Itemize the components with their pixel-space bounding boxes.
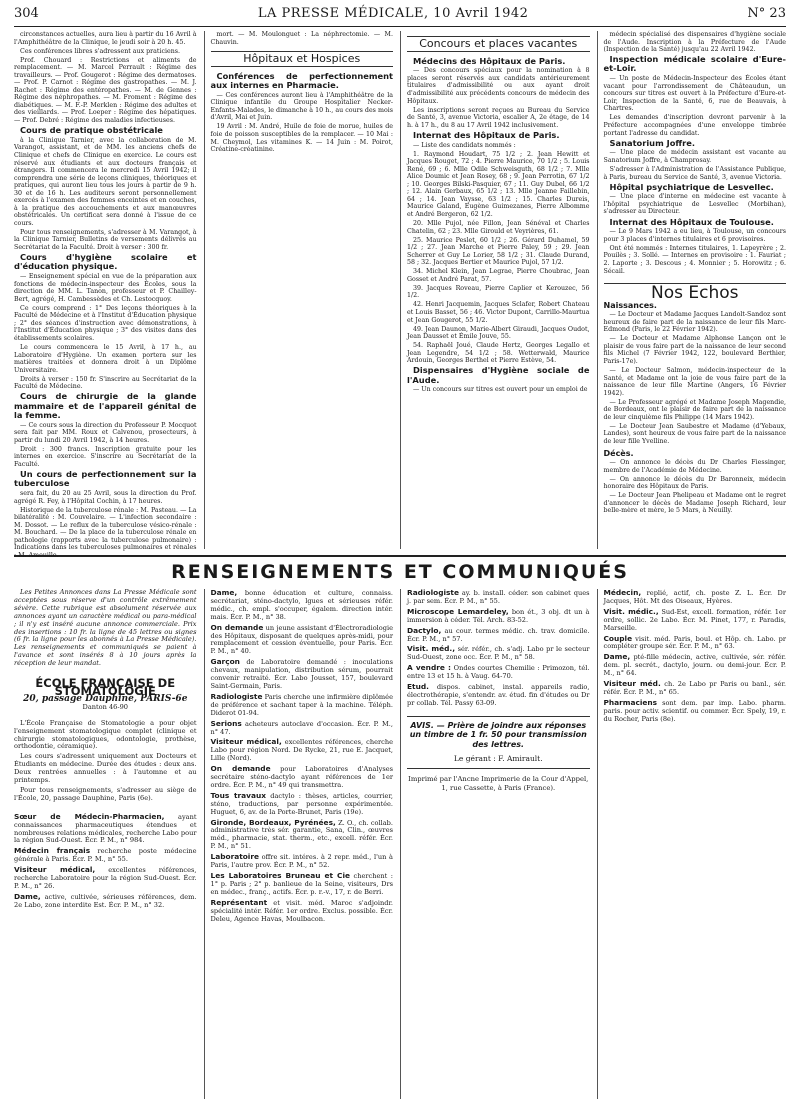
classified-ad-text: de Laboratoire demandé : inoculations chevaux, manipulation, distribution sérum, pourrait convenir retraité. Écr. Labo Jousset, 157, boulevard Saint-Germain, Paris. [210,658,393,690]
classified-ad-lead: Dame, [14,891,41,901]
classified-ad-lead: Visiteur médical, [14,865,96,875]
article-text: Ces conférences libres s'adressent aux praticiens. [20,47,181,55]
section-heading-nos-echos: Nos Echos [604,283,787,298]
article-text: 54. Raphaël Joué, Claude Hertz, Georges Legallo et Jean Legendre, 54 1/2 ; 58. Wetterwald, Maurice Ardouin, Georges Berthel et Pierre Estève, 54. [407,342,590,365]
classified-ad-lead: Médecin français [14,846,91,856]
classified-ad-text: excellentes références, recherche Laboratoire pour la région Sud-Ouest. Écr. P. M., n° 26. [14,866,197,890]
article-text: — Le Docteur Jean Phelipeau et Madame ont le regret d'annoncer le décès de Madame Joseph Richard, leur belle-mère et mère, le 5 Mars, à Neuilly. [603,492,786,515]
article-text: — Enseignement spécial en vue de la préparation aux fonctions de médecin-inspecteur des Écoles, sous la direction de MM. L. Tanon, professeur et P. Chailley-Bert, agrégé, H. Cambessèdes et Ch. Lestocquoy. [14,273,197,303]
classified-ad-lead: Tous travaux [210,790,266,800]
article-text: — Le Docteur Salmon, médecin-inspecteur de la Santé, et Madame ont la joie de vous faire part de la naissance de leur fille Martine (Angers, 16 Février 1942). [603,367,786,397]
lower-columns [14,589,786,1099]
section-banner-renseignements: RENSEIGNEMENTS ET COMMUNIQUÉS [14,555,786,585]
article-text: — Le Professeur agrégé et Madame Joseph Magendie, de Bordeaux, ont le plaisir de faire part de la naissance de leur cinquième fils Philippe (14 Mars 1942). [603,398,786,421]
ads-intro: Les Petites Annonces dans La Presse Médicale sont acceptées sous réserve d'un contrôle extrêmement sévère. Cette rubrique est absolument réservée aux annonces ayant un caractère médical ou para-médical ; il n'y est inséré aucune annonce commerciale. Prix des insertions : 10 fr. la ligne de 45 lettres ou signes (6 fr. la ligne pour les abonnés à La Presse Médicale). Les renseignements et communiqués se paient à l'avance et sont insérés 8 à 10 jours après la réception de leur mandat. [14,588,197,668]
school-title: ÉCOLE FRANÇAISE DE STOMATOLOGIE [35,676,176,698]
classified-ad-text: offre sit. intéres. à 2 repr. méd., l'un à Paris, l'autre prov. Écr. P. M., n° 52. [210,853,393,870]
ads-list-1 [14,813,197,910]
article-text: médecin spécialisé des dispensaires d'hygiène sociale de l'Aude. Inscription à la Préfecture de l'Aude (Inspection de la Santé) jusqu'au 22 Avril 1942. [603,31,786,54]
classified-ad-lead: Etud. [407,682,429,692]
classified-ad-lead: Dame, [210,588,238,597]
article-title: Médecins des Hôpitaux de Paris. [413,55,566,66]
article-text: 49. Jean Daunon, Marie-Albert Giraudi, Jacques Oudot, Jean Dausset et Émile Jouve, 55. [407,325,590,341]
column-echos [597,31,787,549]
article-title: Cours d'hygiène scolaire et d'éducation physique. [14,252,197,272]
article-text: — Le Docteur et Madame Jacques Landolt-Sandoz sont heureux de faire part de la naissance de leur fils Marc-Edmond (Paris, le 22 Février 1942). [603,311,786,334]
classified-ad [211,624,394,657]
classified-ad-lead: Dactylo, [407,625,442,635]
ads-list-3 [407,589,590,708]
subsection-label: Décès. [603,448,634,458]
classified-ad [211,792,394,817]
classified-ad [407,645,590,662]
classified-ad-text: ay. b. install. céder. son cabinet ques j. par sem. Écr. P. M., n° 55. [407,589,590,605]
classified-ad-lead: Couple [603,633,633,643]
article-text: — Ce cours sous la direction du Professeur P. Mocquot sera fait par MM. Roux et Calvenou, prosecteurs, à partir du lundi 20 Avril 1942, à 14 heures. [14,421,197,444]
classified-ad-lead: Représentant [210,897,268,907]
article-title: Inspection médicale scolaire d'Eure-et-Loir. [603,54,786,74]
school-paragraph: Les cours s'adressent uniquement aux Docteurs et Étudiants en médecine. Durée des études : deux ans. Deux rentrées annuelles : à l'automne et au printemps. [14,752,197,785]
classified-ad [14,893,197,910]
classified-ad-text: pté-fille médecin, active, cultivée, sér. référ. dem. pl. secrét., dactylo, journ. ou demi-jour. Écr. P. M., n° 64. [603,653,786,678]
classified-ad-lead: Radiologiste [407,588,459,597]
classified-ad-text: sér. référ., ch. s'adj. Labo pr le secteur Sud-Ouest, zone occ. Écr. P. M., n° 58. [407,645,590,662]
classified-ad-lead: Gironde, Bordeaux, Pyrénées, [210,817,336,827]
avis-notice: AVIS. — Prière de joindre aux réponses un timbre de 1 fr. 50 pour transmission des lettres. [407,716,590,750]
classified-ad [407,627,590,644]
page-number: 304 [14,6,39,21]
classified-ad-text: sont dem. par imp. Labo. pharm. paris. pour activ. scientif. ou commer. Écr. Spely, 19, r. du Rocher, Paris (8e). [603,698,786,723]
article-text: Ce cours comprend : 1° Des leçons théoriques à la Faculté de Médecine et à l'Institut d'Éducation physique ; 2° des séances d'instruction avec démonstrations, à l'Institut d'Éducation physique ; 3° des visites dans des établissements scolaires. [14,304,197,343]
article-text: 25. Maurice Peslet, 60 1/2 ; 26. Gérard Duhamel, 59 1/2 ; 27. Jean Marche et Pierre Paley, 59 ; 29. Jean Scherrer et Guy Le Lorier, 58 1/2 ; 31. Claude Durand, 58 ; 32. Jacques Bertier et Maurice Pujol, 57 1/2. [407,236,590,267]
classified-ad [211,872,394,897]
classified-ad [211,658,394,691]
classified-ad-text: Paris cherche une infirmière diplômée de préférence et sachant taper à la machine. Téléph. Diderot 01-94. [210,692,393,717]
classified-ad-text: pour Laboratoires d'Analyses secrétaire sténo-dactylo ayant références de 1er ordre. Écr. P. M., n° 49 qui transmettra. [210,765,393,789]
column-ads-3 [400,589,590,1099]
classified-ad-lead: Garçon [210,657,240,667]
article-title: Hôpital psychiatrique de Lesvellec. [609,181,774,192]
classified-ad-text: au cour. termes médic. ch. trav. domicile. Écr. P. M., n° 57. [407,626,590,643]
classified-ad-lead: Laboratoire [210,852,259,862]
classified-ad [211,853,394,870]
classified-ad-text: excellentes références, cherche Labo pour région Nord. De Rycke, 21, rue E. Jacquet, Lille (Nord). [210,738,393,763]
article-text: 20. Mlle Pujol, née Fillon, Jean Sénéval et Charles Chatelin, 62 ; 23. Mlle Girould et Veyrières, 61. [407,219,590,235]
classified-ad [407,664,590,681]
article-text: — Une place de médecin assistant est vacante au Sanatorium Joffre, à Champrosay. [603,149,786,164]
classified-ad-text: visit. méd. Paris, boul. et Hôp. ch. Labo. pr compléter groupe sér. Écr. P. M., n° 63. [603,634,786,651]
article-text: 39. Jacques Roveau, Pierre Caplier et Kerouzec, 56 1/2. [407,284,590,300]
article-text: Les demandes d'inscription devront parvenir à la Préfecture accompagnées d'une enveloppe timbrée portant l'adresse du candidat. [603,114,786,137]
article-text: à la Clinique Tarnier, avec la collaboration de M. Varangot, assistant, et de MM. les anciens chefs de Clinique et chefs de Clinique en exercice. Le cours est réservé aux étudiants et aux docteurs français et étrangers. Il commencera le mercredi 15 Avril 1942; il comprendra une série de leçons cliniques, théoriques et pratiques, qui auront lieu tous les jours à partir de 9 h. 30 et de 16 h. Les auditeurs seront personnellement exercés à l'examen des femmes enceintes et en couches, à la pratique des accouchements et aux manœuvres obstétricales. Un certificat sera donné à l'issue de ce cours. [14,136,197,227]
article-text: 19 Avril : M. André, Huile de foie de morue, huiles de foie de poisson susceptibles de la remplacer. — 10 Mai : M. Cheymol, Les vitamines K. — 14 Juin : M. Poirot, Créatine-créatinine. [210,123,393,154]
classified-ad [211,899,394,924]
classified-ad-text: ayant connaissances pharmaceutiques étendues et nombreuses relations médicales, recherche Labo pour la région Sud-Ouest. Écr. P. M., n° 984. [14,812,197,845]
classified-ad [407,683,590,708]
classified-ad [407,608,590,625]
classified-ad-lead: Radiologiste [210,691,263,701]
article-text: — Liste des candidats nommés : [413,141,516,149]
subsection-label: Naissances. [603,300,657,310]
classified-ad [604,635,787,652]
ads-list-4 [597,589,787,1099]
article-text: Droits à verser : 150 fr. S'inscrire au Secrétariat de la Faculté de Médecine. [14,375,197,391]
classified-ad-lead: Visiteur méd. [603,679,661,689]
article-text: — Ces conférences auront lieu à l'Amphithéâtre de la Clinique infantile du Groupe Hospitalier Necker-Enfants-Malades, le dimanche à 10 h., au cours des mois d'Avril, Mai et Juin. [210,91,393,122]
school-paragraph: Pour tous renseignements, s'adresser au siège de l'École, 20, passage Dauphine, Paris (6e). [14,785,197,802]
section-heading: Concours et places vacantes [407,36,590,52]
article-text: 1. Raymond Houdart, 75 1/2 ; 2. Jean Hewitt et Jacques Rouget, 72 ; 4. Pierre Maurice, 70 1/2 ; 5. Louis René, 69 ; 6. Mlle Odile Schweisguth, 68 1/2 ; 7. Mlle Alice Doumic et Jean Rosey, 68 ; 9. Jean Perrotin, 67 1/2 ; 10. Georges Bilski-Pasquier, 67 ; 11. Guy Dubel, 66 1/2 ; 12. Alain Gerbaux, 65 1/2 ; 13. Mlle Jeanne Faillebin, 64 ; 14. Jean Vaysse, 63 1/2 ; 15. Charles Dureis, Maurice Galand, Eugène Guimezanes, Pierre Albomme et André Bergeron, 62 1/2. [407,150,590,218]
article-text: — On annonce le décès du Dr Charles Fiessinger, membre de l'Académie de Médecine. [603,459,786,474]
article-text: S'adresser à l'Administration de l'Assistance Publique, à Paris, bureau du Service de Santé, 3, avenue Victoria. [603,166,786,181]
upper-columns [14,31,786,559]
imprimeur: Imprimé par l'Ancne Imprimerie de la Cour d'Appel, 1, rue Cassette, à Paris (France). [408,775,589,792]
classified-ad [604,680,787,697]
classified-ad [604,589,787,606]
classified-ad-lead: Pharmaciens [603,697,658,707]
classified-ad-lead: Visit. méd., [407,644,456,654]
classified-ad-text: un jeune assistant d'Électroradiologie des Hôpitaux, disposant de quelques après-midi, pour remplacement et cession éventuelle, pour Paris. Écr. P. M., n° 40. [210,623,393,656]
classified-ad [211,765,394,790]
article-text: — Un poste de Médecin-Inspecteur des Écoles étant vacant pour l'arrondissement de Châteaudun, un concours sur titres est ouvert à la Préfecture d'Eure-et-Loir, Inspection de la Santé, 6, rue de Beauvais, à Chartres. [603,75,786,113]
classified-ad-text: dispos. cabinet, instal. appareils radio, électrothérapie, s'entendr. av. étud. fin d'études ou Dr pr collab. Tél. Passy 63-09. [407,683,590,707]
school-address: 20, passage Dauphine, PARIS-6e [23,693,188,704]
article-title: Cours de pratique obstétricale [20,125,163,136]
classified-ad-lead: On demande [210,764,271,774]
article-title: Internat des Hôpitaux de Toulouse. [609,216,774,227]
classified-ad [604,653,787,678]
article-text: Ont été nommés : Internes titulaires, 1. Lapeyrère ; 2. Pouilès ; 3. Sollé. — Internes en provisoire : 1. Fauriat ; 2. Laporte ; 3. Descous ; 4. Monnier ; 5. Horowitz ; 6. Sécail. [603,244,786,275]
article-title: Dispensaires d'Hygiène sociale de l'Aude. [407,365,590,385]
classified-ad-text: dactylo : thèses, articles, courrier, sténo, traductions, par personne expérimentée. Huguet, 6, av. de la Porte-Brunet, Paris (19e). [210,791,393,816]
classified-ad-text: recherche poste médecine générale à Paris. Écr. P. M., n° 55. [14,847,197,864]
ads-list-2 [204,589,394,1099]
issue-number: N° 23 [747,6,786,21]
column-hopitaux-concours [204,31,394,549]
classified-ad [211,720,394,737]
classified-ad-text: bon ét., 3 obj. dt un à immersion à céder. Tél. Arch. 83-52. [407,607,590,624]
classified-ad [211,693,394,718]
classified-ad [14,847,197,864]
article-title: Sanatorium Joffre. [609,137,696,148]
classified-ad-text: ch. 2e Labo pr Paris ou banl., sér. référ. Écr. P. M., n° 65. [603,680,786,696]
article-text: sera fait, du 20 au 25 Avril, sous la direction du Prof. agrégé R. Fey, à l'Hôpital Cochin, à 17 heures. [14,490,197,505]
school-paragraph: L'École Française de Stomatologie a pour objet l'enseignement stomatologique complet (clinique et chirurgie stomatologiques, odontologie, prothèse, orthodontie, céramique). [14,718,197,751]
classified-ad-lead: Les Laboratoires Bruneau et Cie [210,871,351,880]
classified-ad [604,699,787,724]
classified-ad-lead: Serions [210,718,242,728]
article-text: circonstances actuelles, aura lieu à partir du 16 Avril à l'Amphithéâtre de la Clinique, le jeudi soir à 20 h. 45. [14,31,197,46]
classified-ad-lead: Dame, [603,652,631,662]
classified-ad [407,589,590,606]
article-text: — Un concours sur titres est ouvert pour un emploi de [413,386,588,394]
classified-ad-text: Ondes courtes Chemilie : Primozon, tél. entre 13 et 15 h. à Vaug. 64-70. [407,664,590,681]
classified-ad [211,738,394,763]
classified-ad-text: Z. O., ch. collab. administrative très sér. garantie, Sana, Clin., œuvres méd., pharmacie, stat. therm., etc., excell. référ. Écr. P. M., n° 51. [210,818,393,851]
classified-ad-lead: Médecin, [603,588,642,597]
article-title: Internat des Hôpitaux de Paris. [413,129,560,140]
gerant: Le gérant : F. Amirault. [407,755,590,769]
classified-ad-text: cherchent : 1° p. Paris ; 2° p. banlieue de la Seine, visiteurs, Drs en médec., franç., actifs. Écr. p. r.-v., 17, r. de Berri. [210,872,393,896]
classified-ad-text: bonne éducation et culture, connaiss. secrétariat, sténo-dactylo, lgues et sérieuses référ. médic., ch. empl. s'occuper, égalem. direction intér. mais. Écr. P. M., n° 38. [210,589,393,621]
school-block [14,676,197,712]
column-intro-school [14,589,197,1099]
classified-ad-text: active, cultivée, sérieuses références, dem. 2e Labo, zone interdite Est. Écr. P. M., n° 32. [14,892,197,909]
classified-ad-lead: Sœur de Médecin-Pharmacien, [14,811,165,821]
article-text: — Le 9 Mars 1942 a eu lieu, à Toulouse, un concours pour 3 places d'internes titulaires et 6 provisoires. [603,228,786,243]
classified-ad [14,866,197,891]
school-text [14,720,197,803]
classified-ad [211,589,394,622]
column-inspection-echos [400,31,590,549]
article-title: Cours de chirurgie de la glande mammaire et de l'appareil génital de la femme. [14,391,197,420]
classified-ad-lead: A vendre : [407,663,451,673]
article-text: — Des concours spéciaux pour la nomination à 8 places seront réservés aux candidats antérieurement titulaires d'admissibilité ou aux ayant droit d'admissibilité aux précédents concours de médecin des Hôpitaux. [407,67,590,105]
article-text: 34. Michel Klein, Jean Legrae, Pierre Choubrac, Jean Gosset et André Parat, 57. [407,268,590,283]
article-text: — Une place d'interne en médecine est vacante à l'hôpital psychiatrique de Lesvellec (Morbihan), s'adresser au Directeur. [603,193,786,216]
page-header [14,6,786,27]
classified-ad-text: acheteurs autoclave d'occasion. Écr. P. M., n° 47. [210,719,393,736]
classified-ad-lead: On demande [210,622,264,632]
article-text: — On annonce le décès du Dr Baronneix, médecin honoraire des Hôpitaux de Paris. [603,475,786,491]
classified-ad-text: et visit. méd. Maroc s'adjoindr. spécialité intér. Référ. 1er ordre. Exclus. possible. Écr. Deleu, Agence Havas, Moulbacon. [210,898,393,923]
article-title: Conférences de perfectionnement aux internes en Pharmacie. [210,70,393,90]
classified-ad [604,608,787,633]
article-text: mort. — M. Moulonguet : La néphrectomie. — M. Chauvin. [210,31,393,46]
classified-ad-text: Sud-Est, excell. formation, référ. 1er ordre, sollic. 2e Labo. Écr. M. Pinet, 177, r. Paradis, Marseille. [603,607,786,632]
article-text: — Le Docteur et Madame Alphonse Lançon ont le plaisir de vous faire part de la naissance de leur second fils Michel (7 Février 1942, 122, boulevard Berthier, Paris-17e). [603,335,786,365]
classified-ad-lead: Microscope Lemardeley, [407,606,509,616]
article-text: Le cours commencera le 15 Avril, à 17 h., au Laboratoire d'Hygiène. Un examen portera sur les matières traitées et donnera droit à un Diplôme Universitaire. [14,344,197,374]
school-phone: Danton 46-90 [82,702,128,711]
article-title: Un cours de perfectionnement sur la tuberculose [14,469,197,489]
article-text: Prof. Chouard : Restrictions et aliments de remplacement. — M. Marcel Perrault : Régime des travailleurs. — Prof. Gougerot : Régime des dermatoses. — Prof. P. Carnot : Régime des gastropathes. — M. J. Rachet : Régime des entéropathes. — M. de Gennes : Régime des néphropathes. — M. Froment : Régime des diabétiques. — M. F.-P. Merklen : Régime des adultes et des vieillards. — Prof. Loeper : Régime des hépatiques. — Prof. Debré : Régime des maladies infectieuses. [14,56,197,125]
article-text: Pour tous renseignements, s'adresser à M. Varangot, à la Clinique Tarnier, Bulletins de versements délivrés au Secrétariat de la Faculté. Droit à verser : 300 fr. [14,228,197,252]
article-text: Les inscriptions seront reçues au Bureau du Service de Santé, 3, avenue Victoria, escalier A, 2e étage, de 14 h. à 17 h., du 8 au 17 Avril 1942 inclusivement. [407,106,590,129]
article-text: Historique de la tuberculose rénale : M. Pasteau. — La bilatéralité : M. Couvelaire. — L'infection secondaire : M. Dossot. — Le reflux de la tuberculose vésico-rénale : M. Bouchard. — De la place de la tuberculose rénale en pathologie (rapports avec la tuberculose pulmonaire) : Indications dans les tuberculoses pulmonaires et rénales : M. Ameuille. [14,506,197,559]
classified-ad-text: replié, actif, ch. poste Z. L. Écr. Dr Jacques, Hôt. Mt des Oiseaux, Hyères. [603,589,786,605]
newspaper-page [14,6,786,1072]
column-enseignement [14,31,197,559]
classified-ad [14,813,197,846]
section-heading: Hôpitaux et Hospices [211,51,394,67]
classified-ad-lead: Visiteur médical, [210,737,282,747]
article-text: 42. Henri Jacquemin, Jacques Sclafer, Robert Chateau et Louis Basset, 56 ; 46. Victor Dupont, Carrillo-Maurtua et Jean Gougerot, 55 1/2. [407,301,590,324]
journal-title: LA PRESSE MÉDICALE, 10 Avril 1942 [257,6,529,21]
classified-ad-lead: Visit. médic., [603,606,659,616]
article-text: — Le Docteur Jean Saubestre et Madame (d'Yebaux, Landes), sont heureux de vous faire part de la naissance de leur fille Yvelline. [603,422,786,445]
classified-ad [211,819,394,852]
article-text: Droit : 300 francs. Inscription gratuite pour les internes en exercice. S'inscrire au Secrétariat de la Faculté. [14,445,197,468]
